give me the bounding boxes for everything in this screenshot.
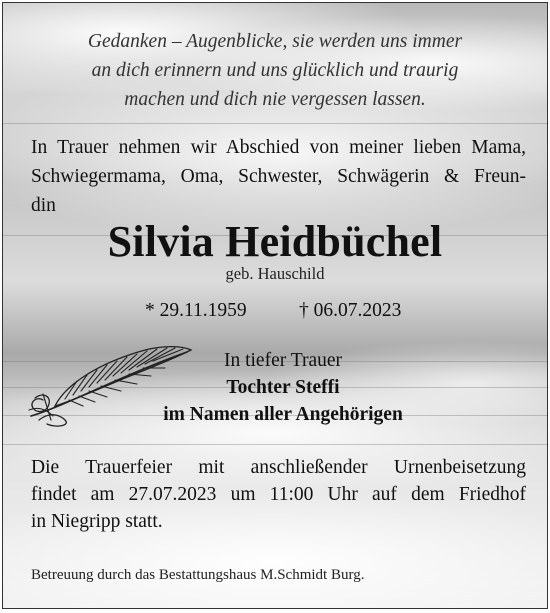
poem-line: Gedanken – Augenblicke, sie werden uns immer	[87, 31, 463, 52]
poem-line: machen und dich nie vergessen lassen.	[124, 89, 426, 110]
background-streak	[3, 123, 547, 124]
intro-line: Schwiegermama, Oma, Schwester, Schwägerin & Freun-	[31, 166, 526, 187]
service-line: Die Trauerfeier mit anschließender Urnenbeisetzung	[31, 457, 526, 478]
funeral-service-info	[31, 454, 526, 535]
birth-name: geb. Hauschild	[225, 264, 325, 283]
life-dates	[3, 298, 547, 324]
birth-date: * 29.11.1959	[145, 300, 247, 321]
memorial-poem	[3, 27, 547, 114]
mourner-family: im Namen aller Angehörigen	[163, 404, 403, 425]
service-line: findet am 27.07.2023 um 11:00 Uhr auf dem Friedhof	[31, 484, 526, 505]
background-streak	[3, 444, 547, 445]
poem-line: an dich erinnern und uns glücklich und traurig	[91, 60, 459, 81]
intro-line: din	[31, 195, 56, 216]
deceased-name: Silvia Heidbüchel	[107, 217, 443, 266]
funeral-home-credit: Betreuung durch das Bestattungshaus M.Schmidt Burg.	[31, 567, 365, 583]
farewell-intro	[31, 133, 526, 220]
obituary-notice	[2, 2, 548, 609]
mourners-block	[133, 347, 433, 428]
intro-line: In Trauer nehmen wir Abschied von meiner lieben Mama,	[31, 137, 526, 158]
mourner-daughter: Tochter Steffi	[226, 377, 340, 398]
service-line: in Niegripp statt.	[31, 511, 163, 532]
death-date: † 06.07.2023	[299, 300, 402, 321]
mourners-intro: In tiefer Trauer	[223, 350, 343, 371]
